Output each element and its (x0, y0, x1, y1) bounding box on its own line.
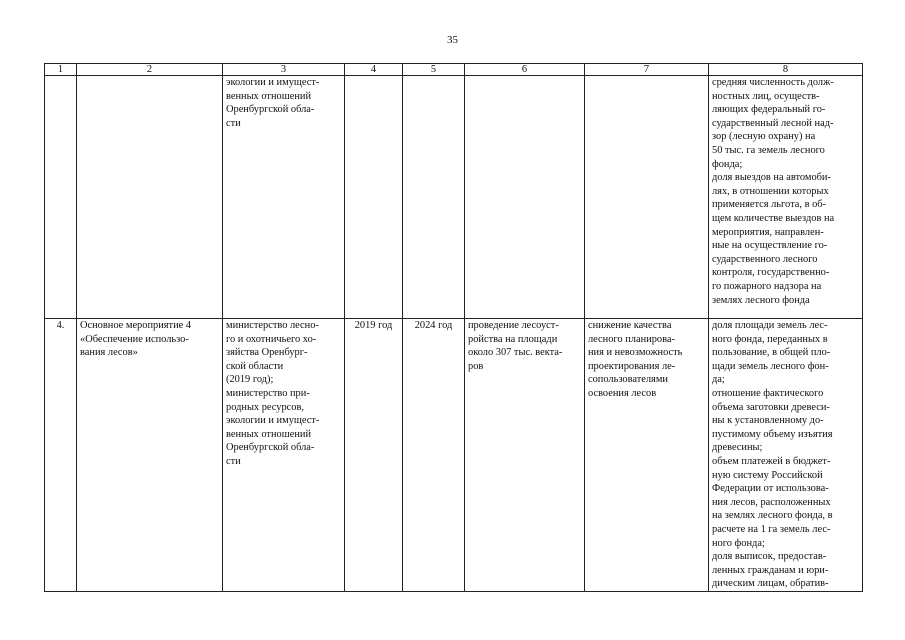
text-line: сти (226, 455, 241, 467)
text-line: лях, в отношении которых (712, 185, 829, 197)
text-line: (2019 год); (226, 374, 274, 386)
text-line: Оренбургской обла- (226, 104, 315, 116)
text-line: пустимому объему изъятия (712, 428, 833, 440)
text-line: доля выписок, предостав- (712, 551, 827, 563)
text-line: древесины; (712, 442, 763, 454)
header-row (45, 64, 863, 76)
text-line: сти (226, 117, 241, 129)
text-line: щем количестве выездов на (712, 212, 835, 224)
text-line: ров (468, 360, 484, 372)
header-col-5: 5 (403, 64, 465, 76)
cell-expected-result (465, 319, 585, 592)
text-line: «Обеспечение использо- (80, 333, 189, 345)
text-line: ную систему Российской (712, 469, 823, 481)
text-line: землях лесного фонда (712, 294, 810, 306)
text-line: на землях лесного фонда, в (712, 510, 833, 522)
cell-executor (223, 76, 345, 319)
cell-empty (403, 76, 465, 319)
header-col-7: 7 (585, 64, 709, 76)
text-line: доля выездов на автомоби- (712, 172, 831, 184)
text-line: сударственный лесной над- (712, 117, 834, 129)
text-line: Оренбургской обла- (226, 442, 315, 454)
cell-consequences (585, 319, 709, 592)
text-line: контроля, государственно- (712, 267, 830, 279)
cell-executor (223, 319, 345, 592)
cell-number: 4. (45, 319, 77, 592)
measures-table (44, 63, 863, 592)
text-line: Федерации от использова- (712, 483, 829, 495)
text-line: министерство лесно- (226, 320, 319, 331)
text-line: доля площади земель лес- (712, 320, 828, 331)
text-line: 50 тыс. га земель лесного (712, 144, 825, 156)
text-line: проектирования ле- (588, 360, 676, 372)
text-line: сопользователями (588, 374, 668, 386)
text-line: объем платежей в бюджет- (712, 455, 831, 467)
text-line: ния лесов, расположенных (712, 496, 831, 508)
text-line: фонда; (712, 158, 743, 170)
text-line: министерство при- (226, 387, 310, 399)
cell-indicators (709, 319, 863, 592)
text-line: ской области (226, 360, 284, 372)
cell-empty (345, 76, 403, 319)
text-line: применяется льгота, в об- (712, 199, 827, 211)
text-line: лесного планирова- (588, 333, 675, 345)
text-line: освоения лесов (588, 387, 657, 399)
text-line: проведение лесоуст- (468, 320, 559, 331)
text-line: ния и невозможность (588, 347, 683, 359)
cell-empty (585, 76, 709, 319)
text-line: ройства на площади (468, 333, 558, 345)
header-col-8: 8 (709, 64, 863, 76)
text-line: го пожарного надзора на (712, 280, 822, 292)
text-line: го и охотничьего хо- (226, 333, 317, 345)
header-col-1: 1 (45, 64, 77, 76)
text-line: средняя численность долж- (712, 77, 834, 88)
text-line: венных отношений (226, 90, 312, 102)
text-line: вания лесов» (80, 347, 138, 359)
text-line: да; (712, 374, 725, 386)
header-col-6: 6 (465, 64, 585, 76)
text-line: щади земель лесного фон- (712, 360, 829, 372)
text-line: зяйства Оренбург- (226, 347, 308, 359)
text-line: около 307 тыс. векта- (468, 347, 563, 359)
text-line: ного фонда; (712, 537, 765, 549)
text-line: ленных гражданам и юри- (712, 564, 829, 576)
page-number: 35 (447, 34, 458, 46)
header-col-3: 3 (223, 64, 345, 76)
text-line: родных ресурсов, (226, 401, 304, 413)
cell-empty (45, 76, 77, 319)
cell-empty (465, 76, 585, 319)
text-line: ны к установленному до- (712, 415, 824, 427)
cell-indicators (709, 76, 863, 319)
text-line: экологии и имущест- (226, 77, 320, 88)
text-line: снижение качества (588, 320, 672, 331)
text-line: ляющих федеральный го- (712, 104, 826, 116)
text-line: ностных лиц, осуществ- (712, 90, 820, 102)
header-col-4: 4 (345, 64, 403, 76)
header-col-2: 2 (77, 64, 223, 76)
table-row-continued (45, 76, 863, 319)
text-line: расчете на 1 га земель лес- (712, 523, 831, 535)
text-line: зор (лесную охрану) на (712, 131, 816, 143)
cell-start-year: 2019 год (345, 319, 403, 592)
text-line: отношение фактического (712, 387, 824, 399)
text-line: ного фонда, переданных в (712, 333, 828, 345)
table-row-measure-4 (45, 319, 863, 592)
text-line: экологии и имущест- (226, 415, 320, 427)
text-line: дическим лицам, обратив- (712, 578, 829, 590)
cell-empty (77, 76, 223, 319)
text-line: пользование, в общей пло- (712, 347, 831, 359)
cell-measure-name (77, 319, 223, 592)
cell-end-year: 2024 год (403, 319, 465, 592)
text-line: ные на осуществление го- (712, 240, 828, 252)
text-line: Основное мероприятие 4 (80, 320, 192, 331)
text-line: объема заготовки древеси- (712, 401, 830, 413)
text-line: мероприятия, направлен- (712, 226, 824, 238)
text-line: венных отношений (226, 428, 312, 440)
text-line: сударственного лесного (712, 253, 818, 265)
